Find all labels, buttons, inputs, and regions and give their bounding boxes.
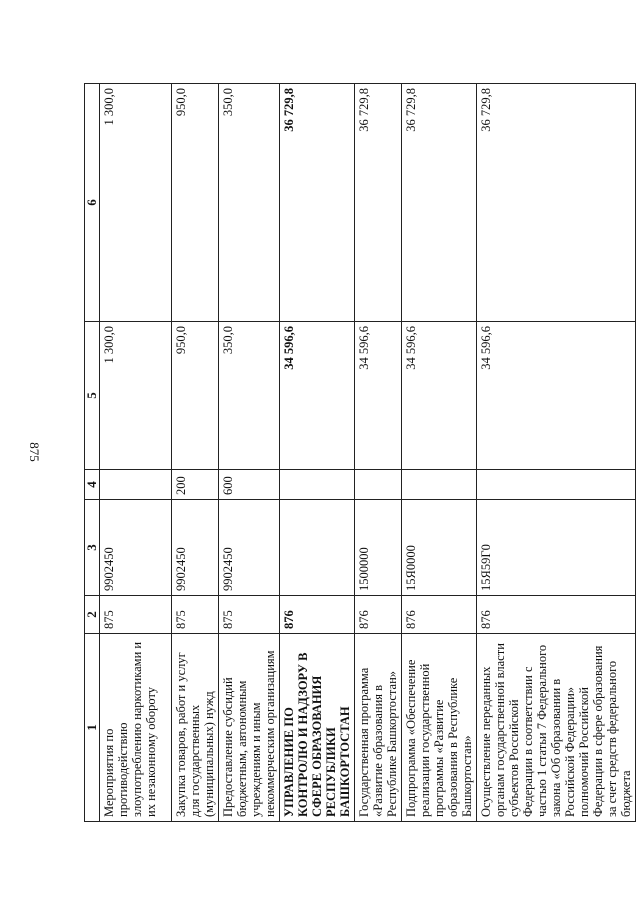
table-row	[477, 84, 636, 822]
row-name: Мероприятия по противодействию злоупотреблению наркотиками и их незаконному обороту	[100, 634, 172, 822]
row-amount-6: 36 729,8	[280, 84, 355, 322]
page-number: 875	[27, 442, 42, 462]
table-row	[219, 84, 280, 822]
budget-table-rotated	[84, 84, 633, 822]
row-type: 600	[219, 470, 280, 500]
header-col-1: 1	[85, 634, 100, 822]
row-name: Осуществление переданных органам государственной власти субъектов Российской Федерации в соответствии с частью 1 статьи 7 Федерального закона «Об образовании в Российской Федерации» полномочий Российской Федерации в сфере образования за счет средств федерального бюджета	[477, 634, 636, 822]
row-code: 876	[280, 596, 355, 634]
table-row	[280, 84, 355, 822]
row-amount-5: 34 596,6	[477, 322, 636, 470]
header-col-4: 4	[85, 470, 100, 500]
row-amount-6: 1 300,0	[100, 84, 172, 322]
table-row	[355, 84, 402, 822]
row-amount-6: 36 729,8	[402, 84, 477, 322]
row-type	[280, 470, 355, 500]
row-type	[477, 470, 636, 500]
row-type: 200	[172, 470, 219, 500]
budget-table	[84, 83, 636, 822]
row-name: Предоставление субсидий бюджетным, автономным учреждениям и иным некоммерческим организациям	[219, 634, 280, 822]
row-code: 875	[172, 596, 219, 634]
row-article: 9902450	[219, 500, 280, 596]
row-article: 1500000	[355, 500, 402, 596]
row-article: 15Я59Г0	[477, 500, 636, 596]
row-name: УПРАВЛЕНИЕ ПО КОНТРОЛЮ И НАДЗОРУ В СФЕРЕ ОБРАЗОВАНИЯ РЕСПУБЛИКИ БАШКОРТОСТАН	[280, 634, 355, 822]
row-name: Подпрограмма «Обеспечение реализации государственной программы «Развитие образования в Республике Башкортостан»	[402, 634, 477, 822]
row-name: Закупка товаров, работ и услуг для государственных (муниципальных) нужд	[172, 634, 219, 822]
row-article: 15Я0000	[402, 500, 477, 596]
row-article: 9902450	[100, 500, 172, 596]
header-col-6: 6	[85, 84, 100, 322]
row-amount-5: 34 596,6	[355, 322, 402, 470]
row-type	[355, 470, 402, 500]
header-col-2: 2	[85, 596, 100, 634]
row-article	[280, 500, 355, 596]
table-row	[172, 84, 219, 822]
row-amount-5: 950,0	[172, 322, 219, 470]
row-amount-5: 350,0	[219, 322, 280, 470]
header-row	[85, 84, 100, 822]
row-amount-5: 34 596,6	[280, 322, 355, 470]
header-col-5: 5	[85, 322, 100, 470]
row-type	[100, 470, 172, 500]
table-row	[100, 84, 172, 822]
row-amount-6: 950,0	[172, 84, 219, 322]
row-code: 876	[477, 596, 636, 634]
row-amount-6: 36 729,8	[477, 84, 636, 322]
row-code: 875	[219, 596, 280, 634]
row-name: Государственная программа «Развитие образования в Республике Башкортостан»	[355, 634, 402, 822]
header-col-3: 3	[85, 500, 100, 596]
row-amount-6: 36 729,8	[355, 84, 402, 322]
table-row	[402, 84, 477, 822]
row-article: 9902450	[172, 500, 219, 596]
row-amount-5: 34 596,6	[402, 322, 477, 470]
row-type	[402, 470, 477, 500]
row-amount-6: 350,0	[219, 84, 280, 322]
row-code: 876	[402, 596, 477, 634]
row-code: 875	[100, 596, 172, 634]
row-code: 876	[355, 596, 402, 634]
row-amount-5: 1 300,0	[100, 322, 172, 470]
